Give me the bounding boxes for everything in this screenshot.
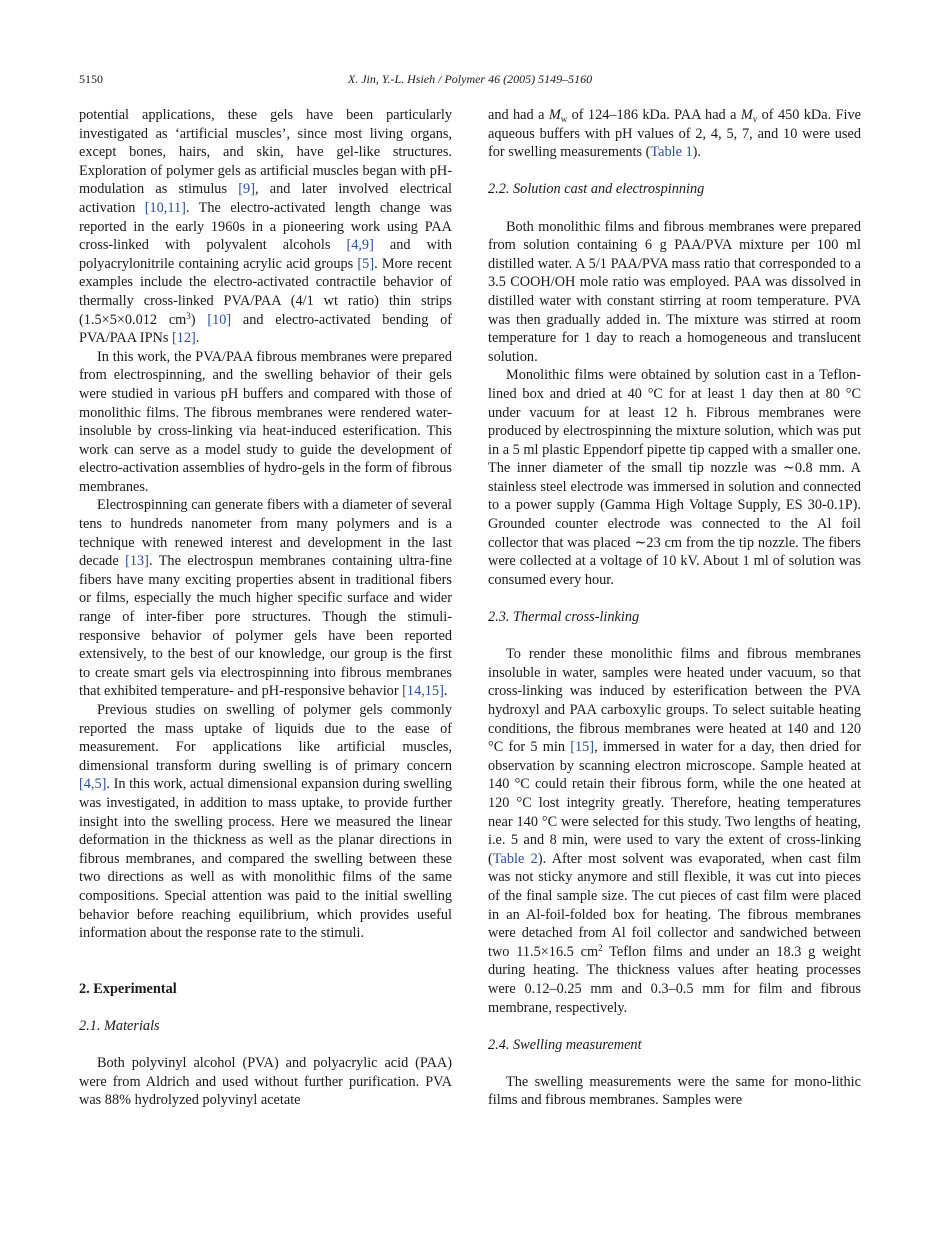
- page-header: [79, 72, 861, 90]
- subsection-heading: 2.4. Swelling measurement: [488, 1036, 642, 1053]
- paragraph: To render these monolithic films and fibrous membranes insoluble in water, samples were heated under vacuum, so that cross-linking was induced by esterification between the PVA hydroxyl and PAA carboxylic groups. To select suitable heating conditions, the fibrous membranes were heated at 140 and 120 °C for 5 min [15], immersed in water for a day, then dried for observation by scanning electron microscope. Sample heated at 140 °C could retain their fibrous form, while the one heated at 120 °C lost integrity greatly. Therefore, heating temperatures near 140 °C were selected for this study. Two lengths of heating, i.e. 5 and 8 min, were used to vary the extent of cross-linking (Table 2). After most solvent was evaporated, when cast film was not sticky anymore and still flexible, it was cut into pieces of the final sample size. The cut pieces of cast film were placed in an Al-foil-folded box for heating. The fibrous membranes were detached from Al foil collector and sandwiched between two 11.5×16.5 $cm^2$ Teflon films and under an 18.3 g weight during heating. The thickness values after heating processes were 0.12–0.25 mm and 0.3–0.5 mm for film and fibrous membrane, respectively.: [488, 646, 861, 1016]
- table-link[interactable]: Table 1: [650, 144, 693, 161]
- paragraph: and had a $M_w$ of 124–186 kDa. PAA had a $M_v$ of 450 kDa. Five aqueous buffers with pH values of 2, 4, 5, 7, and 10 were used for swelling measurements (Table 1).: [488, 107, 861, 161]
- right-column: [488, 106, 861, 1110]
- subsection-heading: 2.1. Materials: [79, 1017, 160, 1034]
- reference-link[interactable]: [12]: [171, 330, 196, 347]
- reference-link[interactable]: [10,11]: [144, 199, 186, 216]
- paragraph: Both monolithic films and fibrous membranes were prepared from solution containing 6 g PAA/PVA mixture per 100 ml distilled water. A 5/1 PAA/PVA mass ratio that corresponded to a 3.5 COOH/OH mole ratio was employed. PAA was dissolved in distilled water with constant stirring at room temperature. PVA was then gradually added in. The mixture was stirred at room temperature for 1 day to reach a homogeneous and translucent solution.: [488, 218, 861, 365]
- subsection-heading: 2.2. Solution cast and electrospinning: [488, 181, 705, 198]
- page-number: 5150: [79, 72, 103, 86]
- running-title: X. Jin, Y.-L. Hsieh / Polymer 46 (2005) 5149–5160: [347, 72, 593, 86]
- paragraph: Both polyvinyl alcohol (PVA) and polyacrylic acid (PAA) were from Aldrich and used without further purification. PVA was 88% hydrolyzed polyvinyl acetate: [79, 1055, 452, 1109]
- left-column: [79, 106, 452, 1110]
- reference-link[interactable]: [14,15]: [402, 683, 444, 700]
- paragraph: The swelling measurements were the same for mono-lithic films and fibrous membranes. Samples were: [488, 1073, 861, 1109]
- reference-link[interactable]: [10]: [207, 311, 232, 328]
- paragraph: potential applications, these gels have been particularly investigated as ‘artificial muscles’, since most living organs, except bones, hairs, and skin, have gel-like structures. Exploration of polymer gels as artificial muscles began with pH-modulation as stimulus [9], and later involved electrical activation [10,11]. The electro-activated length change was reported in the early 1960s in a pioneering work using PAA cross-linked with polyvalent alcohols [4,9] and with polyacrylonitrile containing acrylic acid groups [5]. More recent examples include the electro-activated contractile behavior of thermally cross-linked PVA/PAA (4/1 wt ratio) thin strips (1.5×5×0.012 $cm^3$) [10] and electro-activated bending of PVA/PAA IPNs [12].: [79, 107, 453, 347]
- reference-link[interactable]: [9]: [238, 181, 255, 198]
- reference-link[interactable]: [4,5]: [79, 776, 107, 793]
- table-link[interactable]: Table 2: [492, 850, 538, 867]
- reference-link[interactable]: [5]: [357, 255, 375, 272]
- paragraph: Electrospinning can generate fibers with a diameter of several tens to hundreds nanometer from many polymers and is a technique with renewed interest and development in the last decade [13]. The electrospun membranes containing ultra-fine fibers have many exciting properties absent in traditional fibers or films, especially the much higher specific surface and wider range of inter-fiber pore structures. Though the stimuli-responsive behavior of polymer gels have been reported extensively, to the best of our knowledge, our group is the first to create smart gels via electrospinning into fibrous membranes that exhibited temperature- and pH-responsive behavior [14,15].: [79, 497, 452, 700]
- subsection-heading: 2.3. Thermal cross-linking: [488, 609, 640, 626]
- paragraph: In this work, the PVA/PAA fibrous membranes were prepared from electrospinning, and the swelling behavior of their gels were studied in various pH buffers and compared with those of monolithic films. The fibrous membranes were rendered water-insoluble by cross-linking via heat-induced esterification. This work can serve as a model study to guide the development of electro-activation assemblies of hydro-gels in the form of fibrous membranes.: [79, 348, 452, 495]
- reference-link[interactable]: [13]: [125, 553, 149, 570]
- reference-link[interactable]: [15]: [570, 739, 595, 756]
- paragraph: Monolithic films were obtained by solution cast in a Teflon-lined box and dried at 40 °C for at least 1 day then at 80 °C under vacuum for at least 12 h. Fibrous membranes were produced by electrospinning the mixture solution, which was put in a 5 ml plastic Eppendorf pipette tip capped with a smaller one. The inner diameter of the small tip nozzle was ∼0.8 mm. A stainless steel electrode was immersed in solution and connected to a power supply (Gamma High Voltage Supply, ES 30-0.1P). Grounded counter electrode was connected to the Al foil collector that was placed ∼23 cm from the tip nozzle. The fibers were collected at a voltage of 10 kV. About 1 ml of solution was consumed every hour.: [488, 367, 861, 588]
- reference-link[interactable]: [4,9]: [346, 237, 374, 254]
- paragraph: Previous studies on swelling of polymer gels commonly reported the mass uptake of liquids due to the ease of measurement. For applications like artificial muscles, dimensional transform during swelling is of primary concern [4,5]. In this work, actual dimensional expansion during swelling was investigated, in addition to mass uptake, to provide further insight into the swelling process. Here we measured the linear deformation in the thickness as well as the planar directions in fibrous membranes, and compared the swelling between these two directions as well as with monolithic films of the same compositions. Special attention was paid to the initial swelling behavior before reaching equilibrium, which provides useful information about the response rate to the stimuli.: [79, 702, 452, 942]
- section-heading: 2. Experimental: [79, 980, 177, 997]
